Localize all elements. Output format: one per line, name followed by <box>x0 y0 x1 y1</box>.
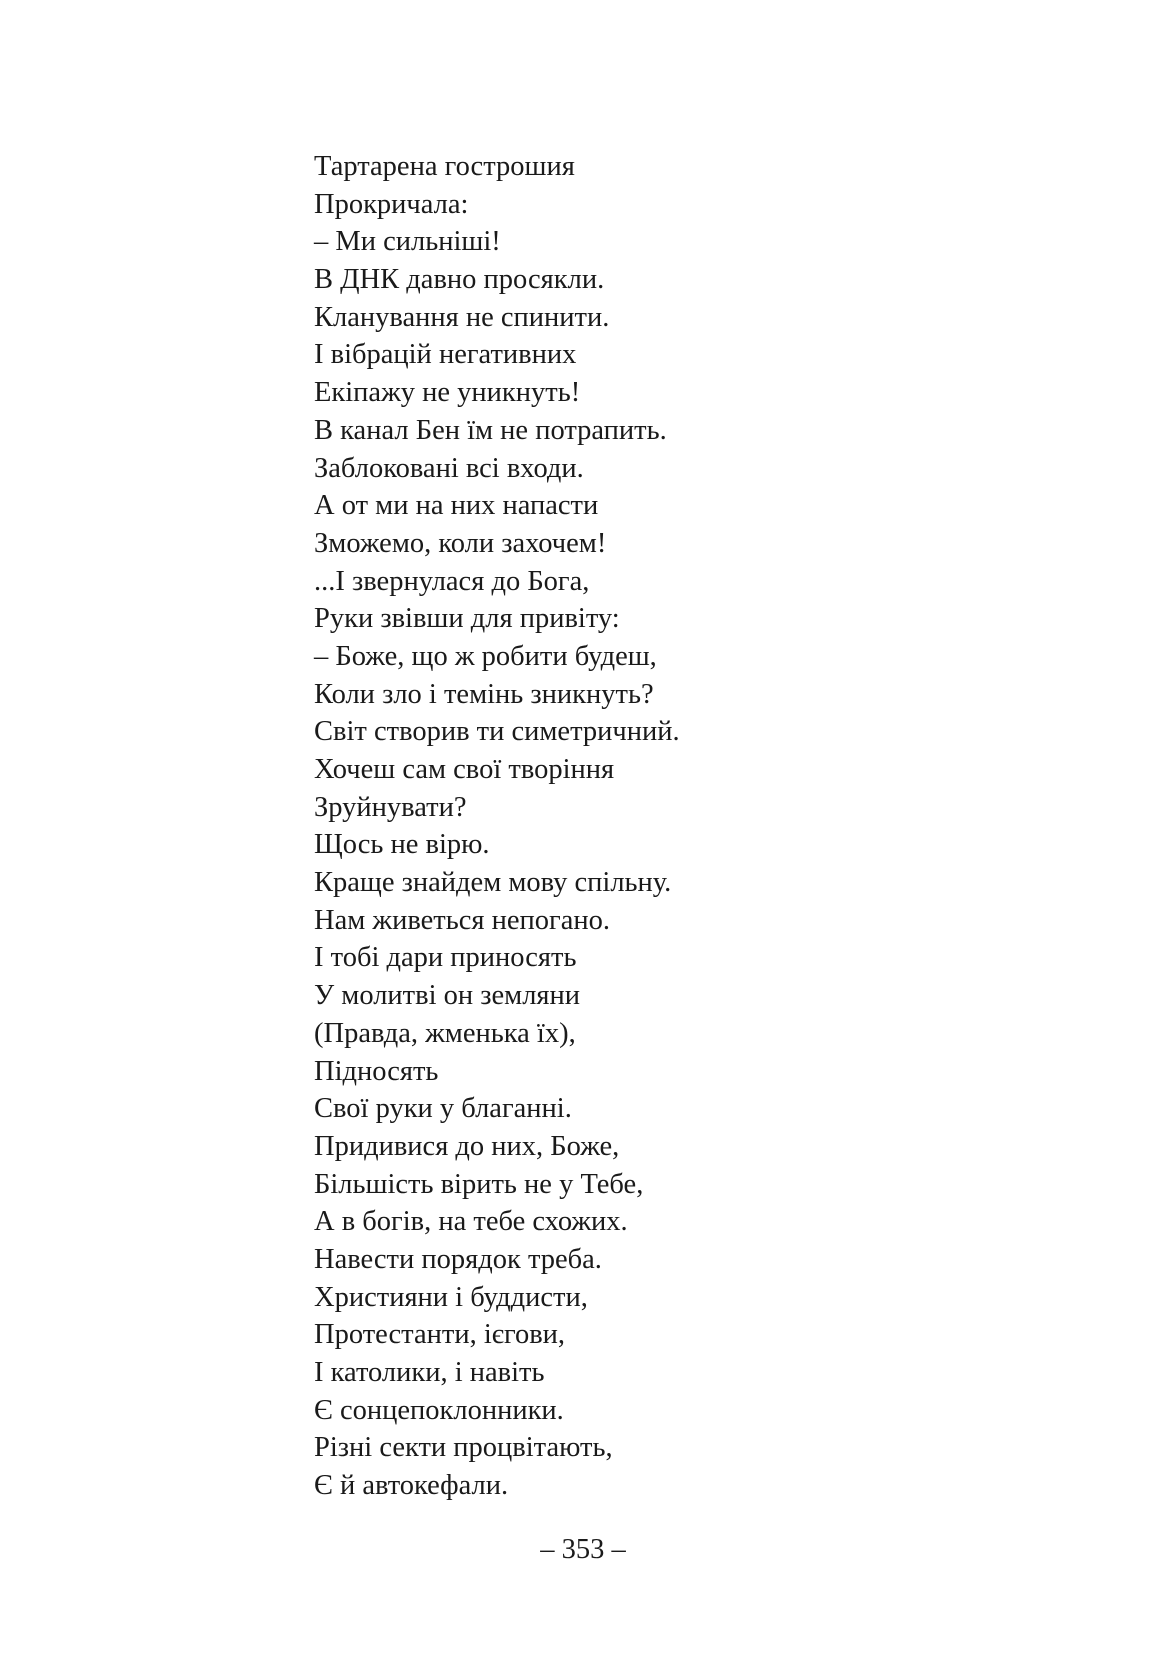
poem-line: І католики, і навіть <box>314 1357 545 1388</box>
poem-line: Більшість вірить не у Тебе, <box>314 1168 644 1200</box>
poem-line: Зруйнувати? <box>314 791 467 823</box>
poem-line: Підносять <box>314 1055 439 1087</box>
poem-line: Краще знайдем мову спільну. <box>314 867 672 899</box>
poem-line: Руки звівши для привіту: <box>314 603 620 635</box>
poem-line: Є й автокефали. <box>314 1470 509 1502</box>
poem-line: Щось не вірю. <box>314 829 490 861</box>
poem-line: І вібрацій негативних <box>314 339 577 371</box>
poem-line: Екіпажу не уникнуть! <box>314 377 581 409</box>
poem-line: В канал Бен їм не потрапить. <box>314 414 667 446</box>
poem-line: ...І звернулася до Бога, <box>314 565 590 597</box>
poem-line: Нам живеться непогано. <box>314 904 610 936</box>
poem-line: Християни і буддисти, <box>314 1281 588 1313</box>
poem-text <box>314 148 680 1505</box>
poem-line: Свої руки у благанні. <box>314 1093 572 1125</box>
poem-line: В ДНК давно просякли. <box>314 264 605 296</box>
poem-line: Протестанти, ієгови, <box>314 1319 566 1351</box>
poem-line: І тобі дари приносять <box>314 942 577 974</box>
poem-line: Є сонцепоклонники. <box>314 1394 564 1426</box>
poem-line: Навести порядок треба. <box>314 1243 602 1275</box>
poem-line: Прокричала: <box>314 188 469 220</box>
poem-line: (Правда, жменька їх), <box>314 1017 576 1049</box>
poem-line: Світ створив ти симетричний. <box>314 716 680 748</box>
page-number: – 353 – <box>540 1534 626 1565</box>
poem-line: Коли зло і темінь зникнуть? <box>314 678 654 710</box>
poem-line: – Ми сильніші! <box>314 226 501 258</box>
poem-line: Тартарена гострошия <box>314 151 575 182</box>
poem-line: А в богів, на тебе схожих. <box>314 1206 628 1238</box>
poem-line: У молитві он земляни <box>314 980 581 1012</box>
poem-line: – Боже, що ж робити будеш, <box>314 640 657 672</box>
poem-line: А от ми на них напасти <box>314 490 599 522</box>
poem-line: Хочеш сам свої творіння <box>314 754 615 785</box>
poem-line: Заблоковані всі входи. <box>314 452 584 484</box>
poem-line: Різні секти процвітають, <box>314 1432 613 1464</box>
poem-line: Зможемо, коли захочем! <box>314 527 607 559</box>
poem-line: Кланування не спинити. <box>314 301 610 333</box>
poem-line: Придивися до них, Боже, <box>314 1130 620 1162</box>
